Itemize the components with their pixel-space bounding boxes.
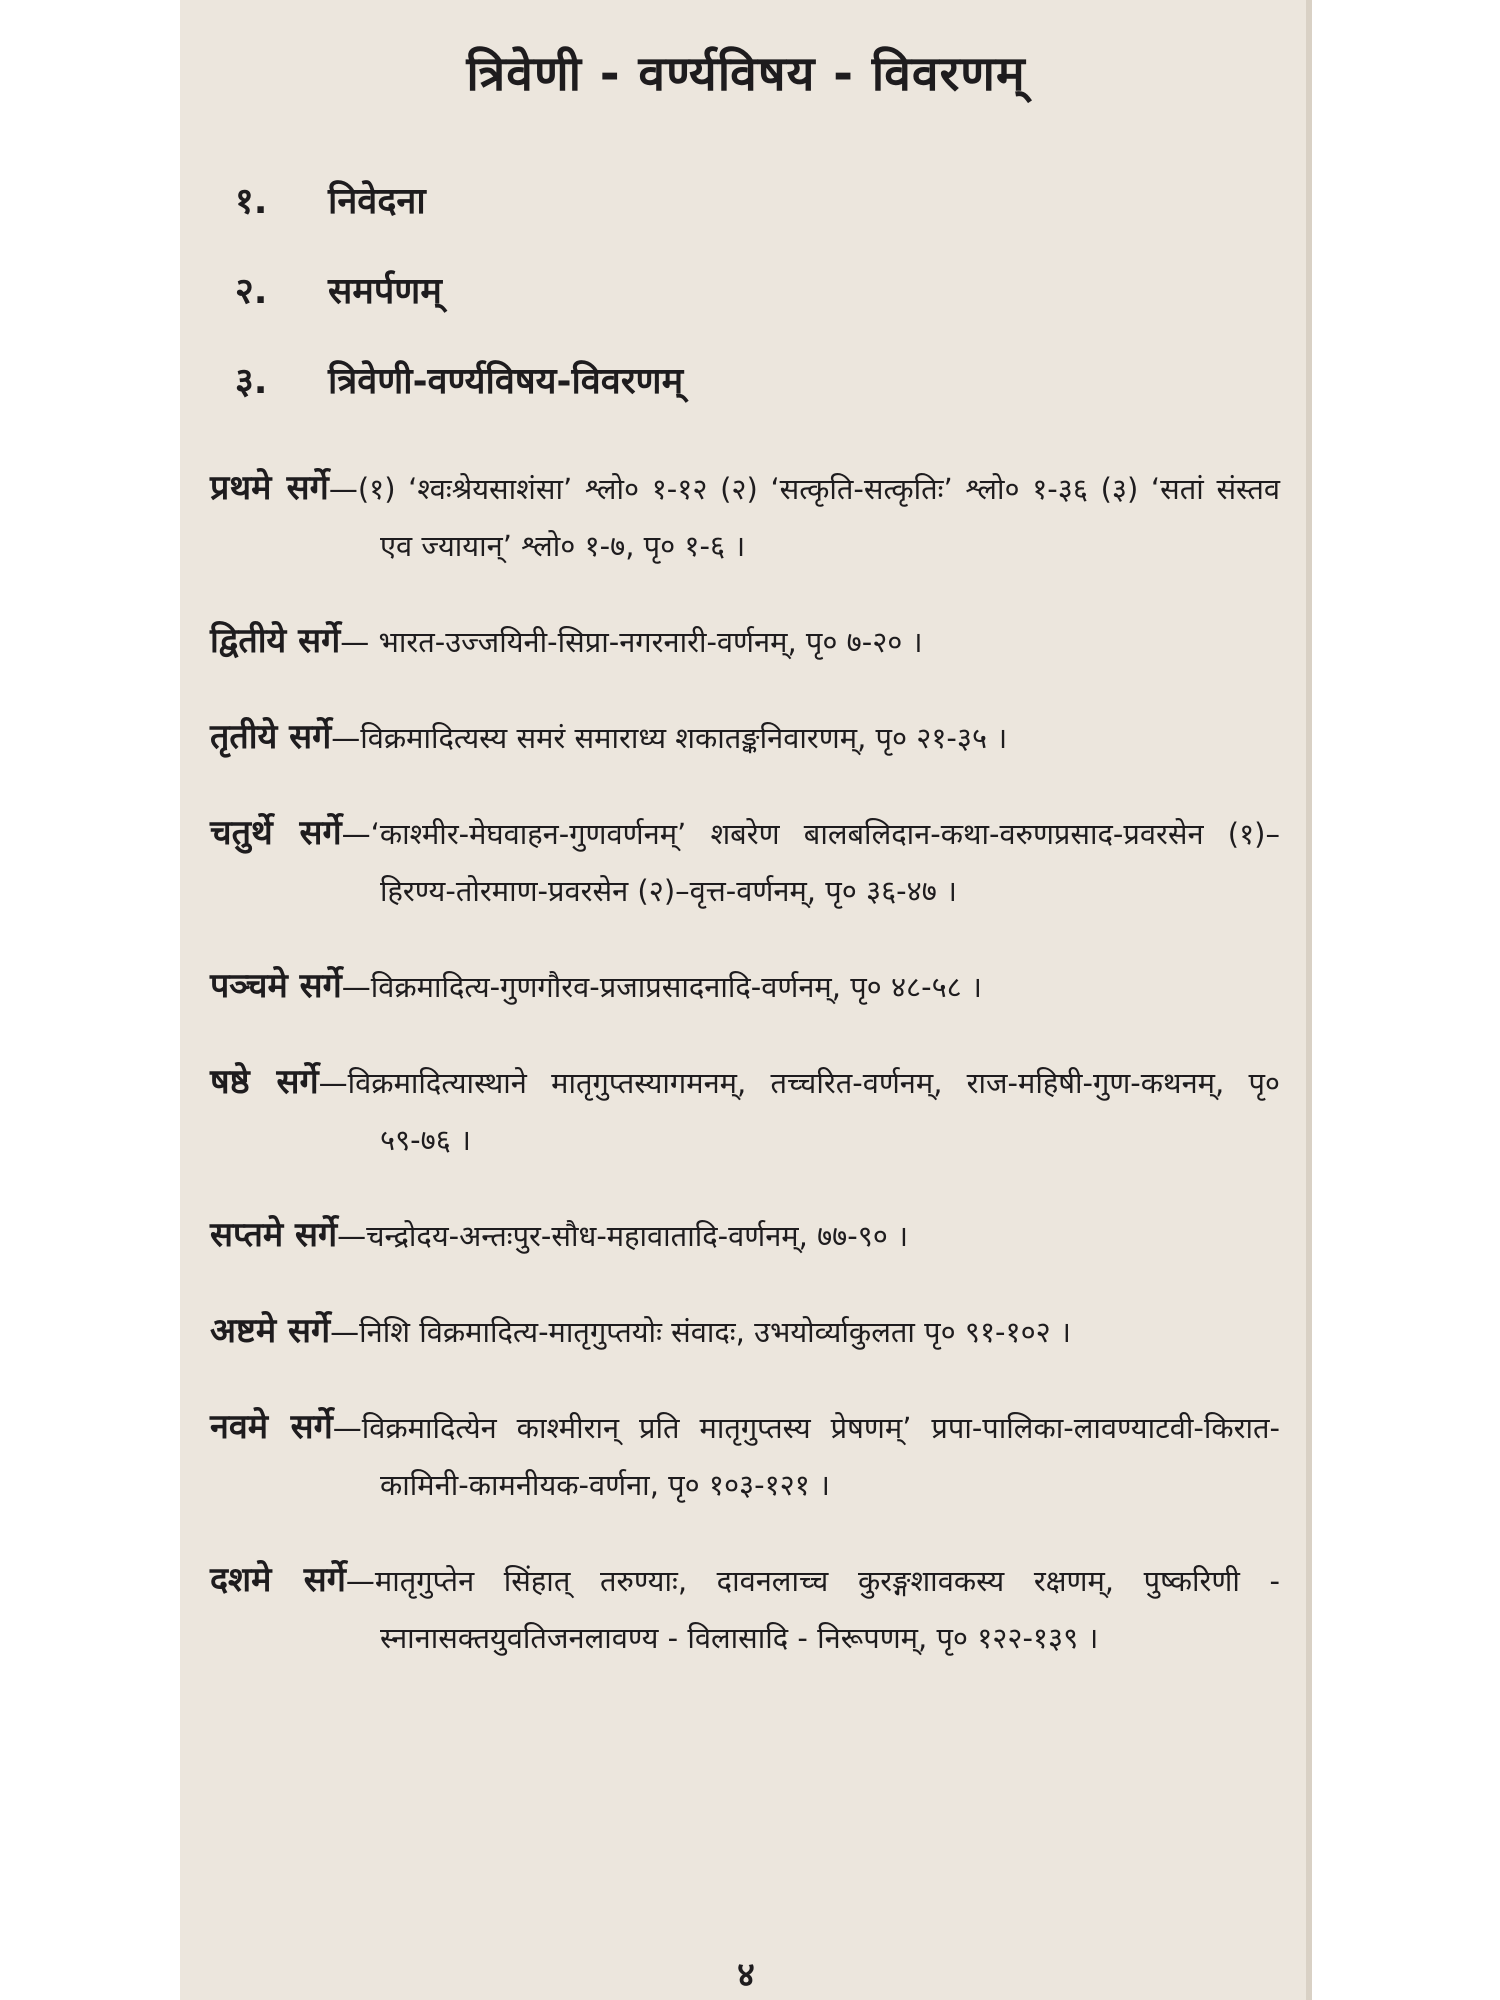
page-title: त्रिवेणी - वर्ण्यविषय - विवरणम् [466, 46, 1026, 102]
canto-heading: पञ्चमे सर्गे [210, 966, 342, 1006]
canto-entry [210, 1303, 1280, 1361]
canto-description: —विक्रमादित्य-गुणगौरव-प्रजाप्रसादनादि-वर्णनम्, पृ० ४८-५८ । [341, 970, 982, 1004]
canto-heading: सप्तमे सर्गे [210, 1215, 338, 1255]
front-matter-list [235, 175, 1135, 445]
toc-item-label: निवेदना [328, 181, 426, 222]
toc-item-label: समर्पणम् [328, 271, 442, 312]
book-page [180, 0, 1312, 2000]
canto-heading: प्रथमे सर्गे [210, 468, 329, 508]
canto-description: —(१) ‘श्वःश्रेयसाशंसा’ श्लो० १-१२ (२) ‘सत्कृति-सत्कृतिः’ श्लो० १-३६ (३) ‘सतां संस्तव एव ज्यायान्’ श्लो० १-७, पृ० १-६ । [328, 472, 1280, 563]
canto-heading: दशमे सर्गे [210, 1560, 346, 1600]
canto-description: —चन्द्रोदय-अन्तःपुर-सौध-महावातादि-वर्णनम्, ७७-९० । [337, 1219, 909, 1253]
canto-entry [210, 1399, 1280, 1514]
toc-item-number: ३. [235, 361, 268, 402]
canto-summary-list [210, 460, 1280, 1705]
canto-heading: तृतीये सर्गे [210, 717, 332, 757]
canto-entry [210, 709, 1280, 767]
canto-description: —मातृगुप्तेन सिंहात् तरुण्याः, दावनलाच्च कुरङ्गशावकस्य रक्षणम्, पुष्करिणी - स्नानासक्तयुवतिजनलावण्य - विलासादि - निरूपणम्, पृ० १२२-१३९ । [345, 1564, 1280, 1655]
canto-description: —निशि विक्रमादित्य-मातृगुप्तयोः संवादः, उभयोर्व्याकुलता पृ० ९१-१०२ । [330, 1315, 1071, 1349]
toc-item-label: त्रिवेणी-वर्ण्यविषय-विवरणम् [328, 361, 684, 402]
toc-item-number: २. [235, 271, 268, 312]
canto-description: — भारत-उज्जयिनी-सिप्रा-नगरनारी-वर्णनम्, पृ० ७-२० । [340, 625, 923, 659]
canto-heading: षष्ठे सर्गे [210, 1062, 319, 1102]
canto-description: —विक्रमादित्यस्य समरं समाराध्य शकातङ्कनिवारणम्, पृ० २१-३५ । [331, 721, 1008, 755]
canto-entry [210, 805, 1280, 920]
canto-entry [210, 460, 1280, 575]
canto-entry [210, 1207, 1280, 1265]
canto-description: —‘काश्मीर-मेघवाहन-गुणवर्णनम्’ शबरेण बालबलिदान-कथा-वरुणप्रसाद-प्रवरसेन (१)–हिरण्य-तोरमाण-प्रवरसेन (२)–वृत्त-वर्णनम्, पृ० ३६-४७ । [341, 817, 1280, 908]
toc-item [235, 355, 1135, 445]
canto-entry [210, 1054, 1280, 1169]
canto-heading: चतुर्थे सर्गे [210, 813, 342, 853]
canto-entry [210, 613, 1280, 671]
canto-heading: द्वितीये सर्गे [210, 621, 341, 661]
canto-description: —विक्रमादित्यास्थाने मातृगुप्तस्यागमनम्, तच्चरित-वर्णनम्, राज-महिषी-गुण-कथनम्, पृ० ५९-७६ । [318, 1066, 1280, 1157]
canto-entry [210, 958, 1280, 1016]
toc-item [235, 175, 1135, 265]
canto-entry [210, 1552, 1280, 1667]
page-number: ४ [737, 1955, 755, 1995]
toc-item [235, 265, 1135, 355]
canto-heading: नवमे सर्गे [210, 1407, 333, 1447]
page-edge [1306, 0, 1312, 2000]
canto-heading: अष्टमे सर्गे [210, 1311, 331, 1351]
toc-item-number: १. [235, 181, 268, 222]
canto-description: —विक्रमादित्येन काश्मीरान् प्रति मातृगुप्तस्य प्रेषणम्’ प्रपा-पालिका-लावण्याटवी-किरात-कामिनी-कामनीयक-वर्णना, पृ० १०३-१२१ । [332, 1411, 1280, 1502]
